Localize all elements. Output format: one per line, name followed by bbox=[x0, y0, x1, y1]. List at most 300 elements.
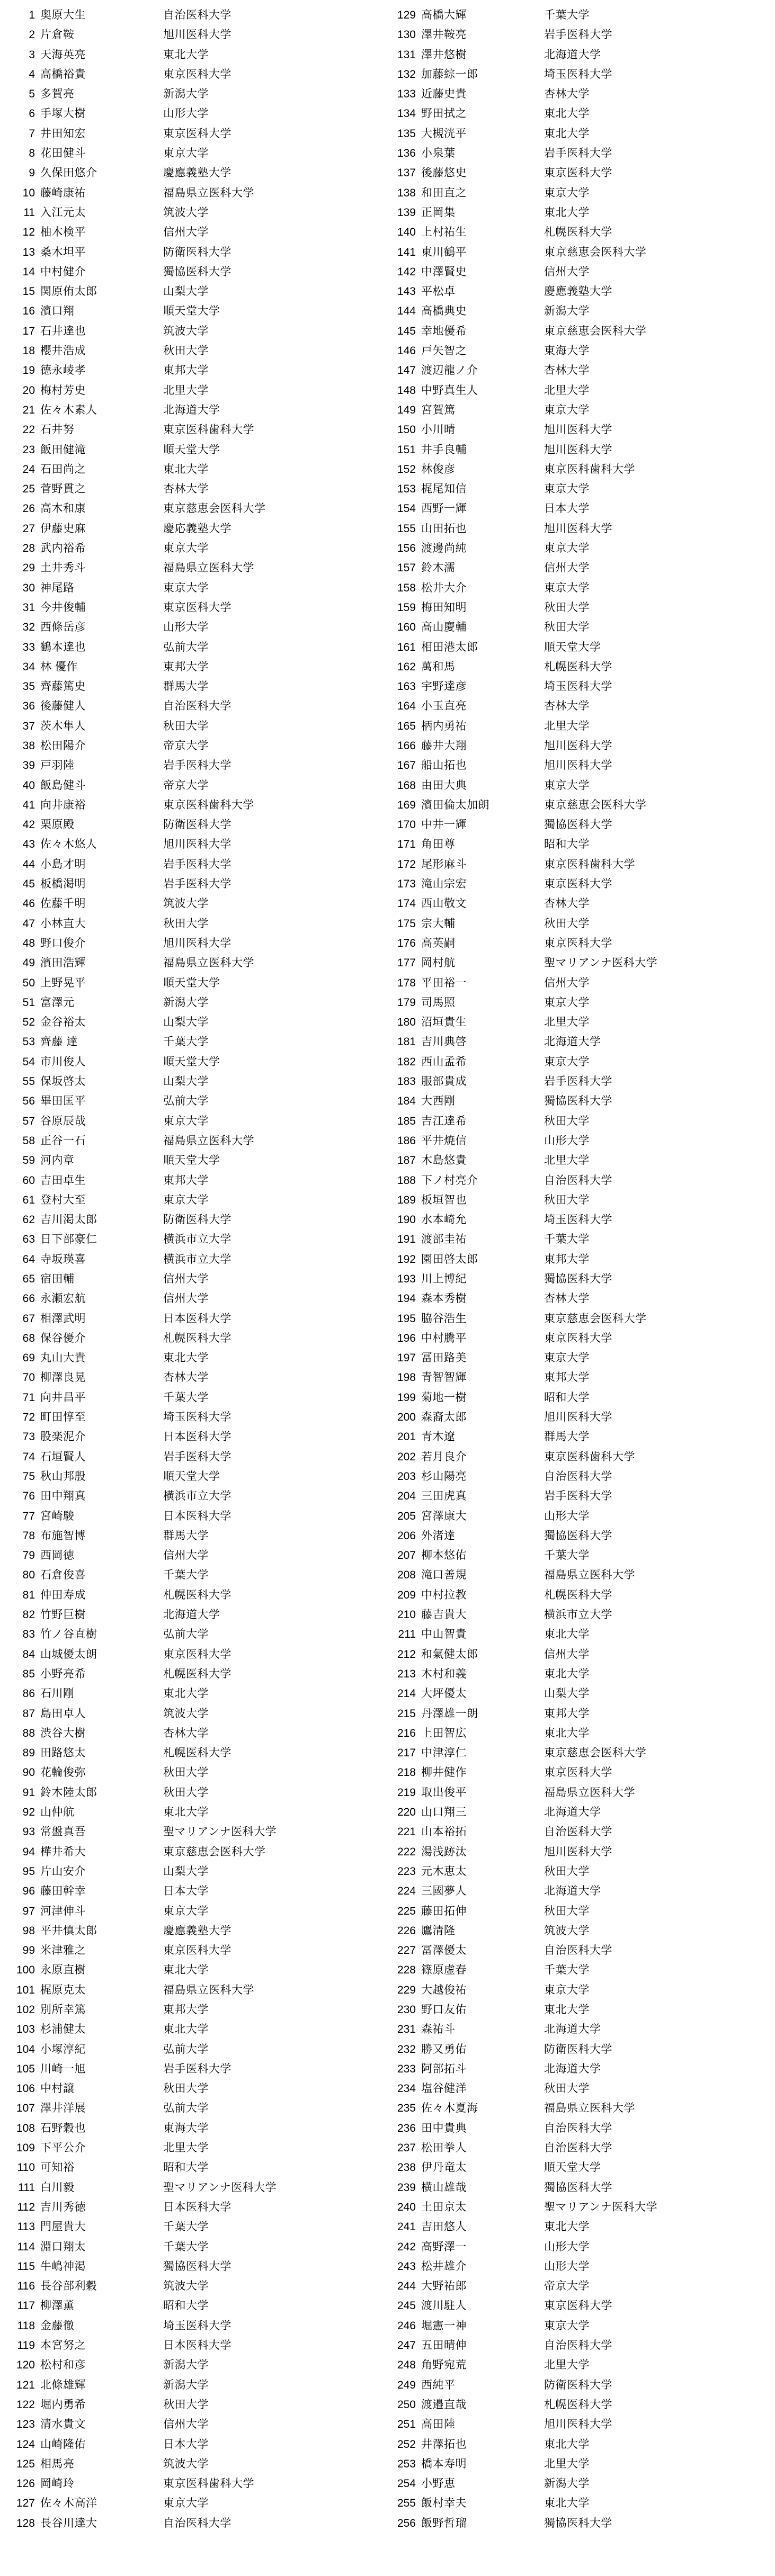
table-row bbox=[390, 1763, 774, 1782]
table-row bbox=[390, 361, 774, 380]
table-row bbox=[390, 519, 774, 538]
table-row bbox=[390, 84, 774, 104]
entry-number: 136 bbox=[397, 147, 416, 160]
entry-school: 信州大学 bbox=[163, 1293, 209, 1305]
entry-name: 藤崎康祐 bbox=[40, 186, 86, 199]
table-row bbox=[390, 756, 774, 775]
entry-name: 長谷部利穀 bbox=[40, 2280, 97, 2293]
entry-school: 千葉大学 bbox=[163, 1391, 209, 1404]
entry-name: 杉山陽亮 bbox=[421, 1470, 467, 1483]
entry-name: 小玉直亮 bbox=[421, 700, 467, 713]
entry-school: 東京医科大学 bbox=[163, 127, 231, 140]
entry-name: 滝口善規 bbox=[421, 1569, 467, 1582]
entry-number: 228 bbox=[397, 1964, 416, 1977]
entry-school: 東北大学 bbox=[544, 2221, 590, 2233]
table-row bbox=[390, 1881, 774, 1901]
entry-number: 237 bbox=[397, 2142, 416, 2155]
table-row bbox=[10, 124, 387, 143]
entry-name: 北條雄輝 bbox=[40, 2378, 86, 2391]
entry-number: 75 bbox=[22, 1470, 35, 1483]
entry-school: 昭和大学 bbox=[544, 1391, 590, 1404]
table-row bbox=[390, 1329, 774, 1348]
entry-name: 土田京太 bbox=[421, 2201, 467, 2213]
table-row bbox=[390, 2098, 774, 2118]
entry-number: 165 bbox=[397, 720, 416, 732]
entry-name: 丸山大貴 bbox=[40, 1352, 86, 1365]
entry-name: 木村和義 bbox=[421, 1667, 467, 1680]
entry-school: 秋田大学 bbox=[163, 345, 209, 357]
entry-name: 門屋貴大 bbox=[40, 2221, 86, 2233]
table-row bbox=[10, 499, 387, 518]
table-row bbox=[390, 1368, 774, 1387]
entry-school: 横浜市立大学 bbox=[163, 1253, 231, 1265]
entry-school: 千葉大学 bbox=[163, 1036, 209, 1048]
entry-number: 82 bbox=[22, 1609, 35, 1621]
table-row bbox=[390, 1802, 774, 1822]
entry-name: 宮澤康大 bbox=[421, 1510, 467, 1522]
entry-number: 244 bbox=[397, 2280, 416, 2293]
entry-number: 97 bbox=[22, 1905, 35, 1917]
entry-school: 帝京大学 bbox=[544, 2280, 590, 2293]
entry-number: 168 bbox=[397, 779, 416, 792]
entry-number: 111 bbox=[18, 2181, 35, 2194]
entry-number: 227 bbox=[397, 1944, 416, 1957]
table-row bbox=[390, 677, 774, 696]
entry-name: 菅野貫之 bbox=[40, 483, 86, 496]
entry-school: 獨協医科大学 bbox=[544, 1529, 612, 1542]
entry-name: 下ノ村亮介 bbox=[421, 1174, 478, 1187]
entry-name: 高橋典史 bbox=[421, 305, 467, 318]
table-row bbox=[390, 1131, 774, 1151]
entry-school: 東京医科歯科大学 bbox=[544, 858, 635, 870]
table-row bbox=[390, 104, 774, 123]
entry-school: 札幌医科大学 bbox=[544, 2398, 612, 2411]
entry-number: 181 bbox=[397, 1036, 416, 1048]
entry-name: 濱田浩輝 bbox=[40, 957, 86, 970]
entry-school: 東京医科大学 bbox=[544, 937, 612, 949]
entry-number: 14 bbox=[22, 265, 35, 278]
table-row bbox=[390, 1743, 774, 1763]
entry-school: 東京大学 bbox=[544, 403, 590, 416]
table-row bbox=[10, 1960, 387, 1980]
entry-number: 162 bbox=[397, 660, 416, 673]
entry-school: 旭川医科大学 bbox=[163, 838, 231, 851]
table-row bbox=[10, 2059, 387, 2079]
entry-number: 129 bbox=[397, 9, 416, 21]
entry-school: 東京大学 bbox=[544, 996, 590, 1009]
entry-name: 松田拳人 bbox=[421, 2142, 467, 2155]
entry-number: 18 bbox=[22, 345, 35, 357]
entry-name: 野田拭之 bbox=[421, 107, 467, 120]
entry-name: 中澤賢史 bbox=[421, 265, 467, 278]
entry-name: 澤井悠樹 bbox=[421, 48, 467, 61]
entry-number: 40 bbox=[22, 779, 35, 792]
entry-number: 151 bbox=[397, 443, 416, 456]
entry-name: 井田知宏 bbox=[40, 127, 86, 140]
table-row bbox=[390, 1467, 774, 1486]
table-row bbox=[10, 1407, 387, 1427]
table-row bbox=[390, 2415, 774, 2434]
table-row bbox=[390, 1506, 774, 1526]
table-row bbox=[10, 1467, 387, 1486]
table-row bbox=[390, 1941, 774, 1960]
entry-number: 243 bbox=[397, 2260, 416, 2273]
entry-number: 39 bbox=[22, 759, 35, 772]
entry-school: 東北大学 bbox=[163, 1964, 209, 1977]
entry-number: 142 bbox=[397, 265, 416, 278]
table-row bbox=[390, 183, 774, 203]
entry-number: 73 bbox=[22, 1431, 35, 1443]
table-row bbox=[390, 1289, 774, 1308]
entry-number: 171 bbox=[397, 838, 416, 851]
entry-number: 104 bbox=[16, 2043, 35, 2056]
entry-number: 26 bbox=[22, 502, 35, 515]
entry-school: 秋田大学 bbox=[544, 1193, 590, 1206]
entry-name: 山田拓也 bbox=[421, 522, 467, 535]
table-row bbox=[390, 163, 774, 183]
entry-school: 山梨大学 bbox=[163, 1016, 209, 1029]
entry-number: 68 bbox=[22, 1332, 35, 1344]
table-row bbox=[390, 1546, 774, 1565]
entry-number: 126 bbox=[16, 2478, 35, 2490]
entry-number: 159 bbox=[397, 601, 416, 614]
table-row bbox=[10, 1664, 387, 1684]
table-row bbox=[390, 657, 774, 677]
table-row bbox=[10, 2217, 387, 2237]
entry-school: 杏林大学 bbox=[544, 1293, 590, 1305]
entry-school: 旭川医科大学 bbox=[544, 759, 612, 772]
table-row bbox=[390, 321, 774, 341]
entry-name: 藤井大翔 bbox=[421, 739, 467, 752]
entry-name: 河内章 bbox=[40, 1154, 75, 1167]
table-row bbox=[10, 598, 387, 617]
table-row bbox=[390, 2257, 774, 2276]
table-row bbox=[10, 183, 387, 203]
table-row bbox=[10, 716, 387, 736]
entry-school: 東京慈恵会医科大学 bbox=[163, 502, 266, 515]
table-row bbox=[10, 1151, 387, 1170]
entry-school: 東京大学 bbox=[544, 581, 590, 594]
entry-name: 相馬亮 bbox=[40, 2457, 75, 2470]
table-row bbox=[10, 1783, 387, 1802]
table-row bbox=[390, 2474, 774, 2493]
entry-number: 144 bbox=[397, 305, 416, 318]
table-row bbox=[390, 874, 774, 894]
entry-name: 木島悠貴 bbox=[421, 1154, 467, 1167]
roster-column-left bbox=[0, 5, 387, 2533]
entry-school: 北里大学 bbox=[544, 2457, 590, 2470]
table-row bbox=[10, 1980, 387, 2000]
entry-name: 飯島健斗 bbox=[40, 779, 86, 792]
entry-number: 69 bbox=[22, 1352, 35, 1365]
entry-number: 251 bbox=[397, 2418, 416, 2431]
table-row bbox=[10, 1605, 387, 1624]
table-row bbox=[10, 45, 387, 65]
entry-name: 藤吉貴大 bbox=[421, 1609, 467, 1621]
entry-number: 34 bbox=[22, 660, 35, 673]
entry-number: 48 bbox=[22, 937, 35, 949]
entry-name: 岡村航 bbox=[421, 957, 456, 970]
entry-name: 川崎一旭 bbox=[40, 2062, 86, 2075]
table-row bbox=[390, 1901, 774, 1921]
entry-number: 112 bbox=[17, 2201, 35, 2213]
entry-school: 信州大学 bbox=[544, 976, 590, 989]
table-row bbox=[10, 2119, 387, 2138]
table-row bbox=[390, 2079, 774, 2098]
entry-number: 86 bbox=[22, 1688, 35, 1700]
entry-name: 板垣智也 bbox=[421, 1193, 467, 1206]
table-row bbox=[390, 2514, 774, 2533]
entry-number: 17 bbox=[22, 325, 35, 337]
entry-number: 150 bbox=[397, 424, 416, 436]
entry-number: 174 bbox=[397, 897, 416, 910]
entry-school: 順天堂大学 bbox=[163, 976, 220, 989]
entry-school: 獨協医科大学 bbox=[163, 2260, 231, 2273]
table-row bbox=[390, 1171, 774, 1190]
table-row bbox=[10, 1269, 387, 1289]
entry-number: 179 bbox=[397, 996, 416, 1009]
entry-name: 吉田悠人 bbox=[421, 2221, 467, 2233]
entry-number: 223 bbox=[397, 1865, 416, 1878]
table-row bbox=[10, 2098, 387, 2118]
entry-name: 中村譲 bbox=[40, 2083, 75, 2095]
table-row bbox=[10, 440, 387, 460]
entry-name: 後藤悠史 bbox=[421, 167, 467, 179]
entry-number: 23 bbox=[22, 443, 35, 456]
entry-number: 204 bbox=[397, 1490, 416, 1503]
entry-name: 永瀬宏航 bbox=[40, 1293, 86, 1305]
entry-number: 247 bbox=[397, 2339, 416, 2352]
entry-number: 106 bbox=[16, 2083, 35, 2095]
entry-name: 柳澤良晃 bbox=[40, 1371, 86, 1384]
roster-column-right bbox=[387, 5, 774, 2533]
entry-number: 101 bbox=[16, 1983, 35, 1996]
entry-number: 236 bbox=[397, 2122, 416, 2134]
entry-name: 高木和康 bbox=[40, 502, 86, 515]
entry-number: 56 bbox=[22, 1095, 35, 1108]
entry-name: 櫻井浩成 bbox=[40, 345, 86, 357]
table-row bbox=[390, 1960, 774, 1980]
entry-number: 61 bbox=[22, 1193, 35, 1206]
table-row bbox=[390, 341, 774, 361]
entry-number: 188 bbox=[397, 1174, 416, 1187]
entry-name: 宗大輔 bbox=[421, 917, 456, 930]
entry-number: 6 bbox=[29, 107, 35, 120]
entry-number: 248 bbox=[397, 2359, 416, 2372]
entry-school: 岩手医科大学 bbox=[163, 858, 231, 870]
table-row bbox=[390, 2000, 774, 2019]
entry-number: 146 bbox=[397, 345, 416, 357]
table-row bbox=[390, 914, 774, 934]
entry-school: 札幌医科大学 bbox=[163, 1332, 231, 1344]
entry-school: 旭川医科大学 bbox=[544, 424, 612, 436]
entry-name: 角野宛荒 bbox=[421, 2359, 467, 2372]
table-row bbox=[390, 400, 774, 420]
table-row bbox=[390, 2178, 774, 2197]
entry-name: 田中貴典 bbox=[421, 2122, 467, 2134]
entry-name: 片山安介 bbox=[40, 1865, 86, 1878]
table-row bbox=[390, 2217, 774, 2237]
entry-name: 伊丹竜太 bbox=[421, 2161, 467, 2174]
entry-school: 聖マリアンナ医科大学 bbox=[544, 957, 658, 970]
entry-name: 市川俊人 bbox=[40, 1055, 86, 1068]
entry-number: 71 bbox=[22, 1391, 35, 1404]
entry-name: 由田大典 bbox=[421, 779, 467, 792]
entry-number: 105 bbox=[16, 2062, 35, 2075]
table-row bbox=[10, 2336, 387, 2355]
entry-school: 東北大学 bbox=[544, 2003, 590, 2016]
table-row bbox=[10, 1052, 387, 1072]
entry-number: 246 bbox=[397, 2319, 416, 2332]
entry-school: 北海道大学 bbox=[544, 1885, 601, 1898]
entry-number: 2 bbox=[29, 29, 35, 41]
entry-number: 203 bbox=[397, 1470, 416, 1483]
table-row bbox=[390, 2435, 774, 2454]
entry-number: 173 bbox=[397, 878, 416, 891]
entry-school: 東京医科大学 bbox=[163, 601, 231, 614]
entry-school: 北里大学 bbox=[163, 2142, 209, 2155]
entry-school: 東北大学 bbox=[544, 107, 590, 120]
entry-name: 吉川渇太郎 bbox=[40, 1214, 97, 1226]
entry-number: 91 bbox=[22, 1786, 35, 1799]
entry-name: 常盤真吾 bbox=[40, 1826, 86, 1838]
entry-number: 241 bbox=[397, 2221, 416, 2233]
table-row bbox=[10, 381, 387, 400]
entry-school: 新潟大学 bbox=[163, 88, 209, 101]
table-row bbox=[10, 2158, 387, 2177]
entry-name: 高田陸 bbox=[421, 2418, 456, 2431]
entry-school: 東京医科歯科大学 bbox=[163, 424, 254, 436]
entry-name: 和田直之 bbox=[421, 186, 467, 199]
table-row bbox=[10, 1921, 387, 1941]
table-row bbox=[390, 2040, 774, 2059]
entry-number: 131 bbox=[397, 48, 416, 61]
entry-name: 松村和彦 bbox=[40, 2359, 86, 2372]
entry-number: 137 bbox=[397, 167, 416, 179]
entry-number: 119 bbox=[17, 2339, 35, 2352]
entry-school: 日本医科大学 bbox=[163, 1510, 231, 1522]
entry-name: 上田智広 bbox=[421, 1727, 467, 1739]
entry-number: 143 bbox=[397, 285, 416, 298]
entry-number: 43 bbox=[22, 838, 35, 851]
table-row bbox=[390, 440, 774, 460]
entry-school: 聖マリアンナ医科大学 bbox=[163, 1826, 277, 1838]
entry-number: 107 bbox=[16, 2102, 35, 2115]
entry-number: 42 bbox=[22, 819, 35, 831]
entry-name: 鷹清隆 bbox=[421, 1924, 456, 1937]
entry-number: 27 bbox=[22, 522, 35, 535]
entry-name: 林 優作 bbox=[40, 660, 78, 673]
entry-number: 58 bbox=[22, 1134, 35, 1147]
table-row bbox=[390, 243, 774, 262]
table-row bbox=[10, 1111, 387, 1131]
entry-name: 平井慎太郎 bbox=[40, 1924, 97, 1937]
entry-name: 五田晴伸 bbox=[421, 2339, 467, 2352]
entry-name: 藤田拓伸 bbox=[421, 1905, 467, 1917]
table-row bbox=[10, 1091, 387, 1111]
table-row bbox=[10, 1032, 387, 1052]
entry-school: 慶應義塾大学 bbox=[163, 1924, 231, 1937]
table-row bbox=[10, 1763, 387, 1782]
table-row bbox=[390, 2296, 774, 2315]
table-row bbox=[10, 993, 387, 1012]
entry-school: 北海道大学 bbox=[544, 2023, 601, 2036]
entry-number: 22 bbox=[22, 424, 35, 436]
table-row bbox=[390, 25, 774, 44]
table-row bbox=[10, 1546, 387, 1565]
entry-school: 秋田大学 bbox=[544, 1905, 590, 1917]
entry-school: 東京大学 bbox=[163, 581, 209, 594]
table-row bbox=[390, 460, 774, 479]
entry-name: 小島才明 bbox=[40, 858, 86, 870]
entry-school: 東京医科大学 bbox=[163, 1648, 231, 1661]
table-row bbox=[10, 1645, 387, 1664]
entry-name: 角田尊 bbox=[421, 838, 456, 851]
entry-number: 252 bbox=[397, 2438, 416, 2451]
table-row bbox=[390, 2237, 774, 2257]
entry-school: 札幌医科大学 bbox=[163, 1747, 231, 1760]
entry-school: 北海道大学 bbox=[544, 1036, 601, 1048]
entry-name: 濱田倫太加朗 bbox=[421, 798, 489, 811]
table-row bbox=[10, 163, 387, 183]
table-row bbox=[10, 460, 387, 479]
entry-school: 獨協医科大学 bbox=[544, 1095, 612, 1108]
entry-name: 奥原大生 bbox=[40, 9, 86, 21]
table-row bbox=[390, 2276, 774, 2296]
table-row bbox=[10, 1190, 387, 1210]
entry-school: 東邦大学 bbox=[163, 2003, 209, 2016]
entry-name: 梶尾知信 bbox=[421, 483, 467, 496]
table-row bbox=[390, 222, 774, 242]
table-row bbox=[390, 1250, 774, 1269]
entry-school: 獨協医科大学 bbox=[544, 2517, 612, 2529]
entry-name: 今井俊輔 bbox=[40, 601, 86, 614]
entry-name: 高山慶輔 bbox=[421, 621, 467, 634]
entry-school: 岩手医科大学 bbox=[163, 1450, 231, 1463]
entry-school: 日本医科大学 bbox=[163, 1431, 231, 1443]
entry-number: 220 bbox=[397, 1806, 416, 1819]
entry-school: 旭川医科大学 bbox=[544, 1845, 612, 1858]
table-row bbox=[390, 1032, 774, 1052]
table-row bbox=[390, 815, 774, 834]
entry-name: 青智智輝 bbox=[421, 1371, 467, 1384]
entry-name: 戸羽陸 bbox=[40, 759, 75, 772]
entry-name: 森本秀樹 bbox=[421, 1293, 467, 1305]
entry-number: 213 bbox=[397, 1667, 416, 1680]
entry-name: 相澤武明 bbox=[40, 1312, 86, 1325]
table-row bbox=[390, 499, 774, 518]
entry-school: 自治医科大学 bbox=[544, 2122, 612, 2134]
entry-number: 116 bbox=[17, 2280, 35, 2293]
entry-name: 宮賀篤 bbox=[421, 403, 456, 416]
entry-number: 13 bbox=[22, 246, 35, 258]
entry-number: 49 bbox=[22, 957, 35, 970]
table-row bbox=[390, 1012, 774, 1032]
entry-school: 北里大学 bbox=[163, 384, 209, 397]
entry-school: 埼玉医科大学 bbox=[163, 1411, 231, 1424]
entry-name: 柄内勇祐 bbox=[421, 720, 467, 732]
table-row bbox=[390, 1921, 774, 1941]
entry-number: 202 bbox=[397, 1450, 416, 1463]
table-row bbox=[10, 855, 387, 874]
entry-name: 石垣賢人 bbox=[40, 1450, 86, 1463]
entry-number: 201 bbox=[397, 1431, 416, 1443]
entry-school: 防衛医科大学 bbox=[544, 2378, 612, 2391]
entry-name: 花輪俊弥 bbox=[40, 1766, 86, 1779]
entry-number: 21 bbox=[22, 403, 35, 416]
table-row bbox=[390, 1072, 774, 1091]
entry-school: 防衛医科大学 bbox=[544, 2043, 612, 2056]
